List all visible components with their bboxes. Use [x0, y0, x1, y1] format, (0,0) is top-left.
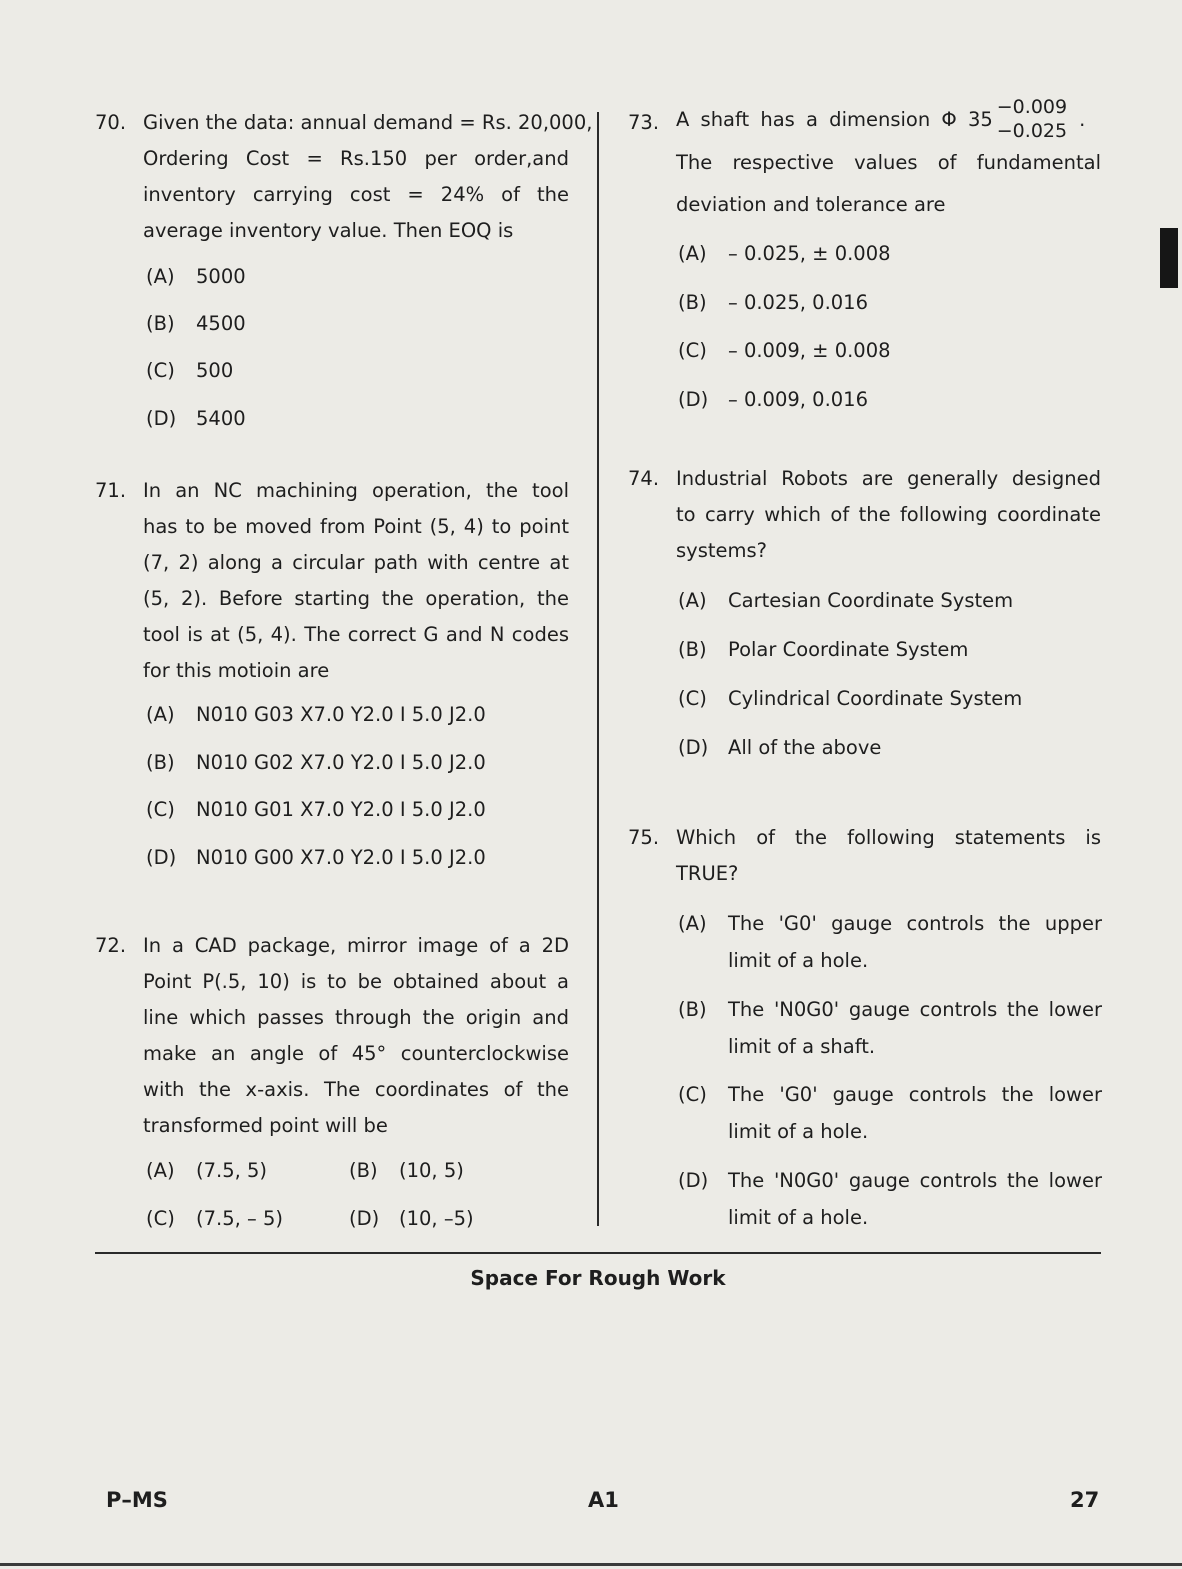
- question-number: 75.: [628, 826, 660, 849]
- option-c: (C) – 0.009, ± 0.008: [678, 339, 891, 362]
- bottom-edge-line: [0, 1563, 1182, 1566]
- separator-rule: [95, 1252, 1101, 1254]
- option-a: (A) 5000: [146, 265, 246, 288]
- option-a: (A) Cartesian Coordinate System: [678, 589, 1014, 612]
- option-c: (C) (7.5, – 5): [146, 1207, 283, 1230]
- option-d: (D) 5400: [146, 407, 246, 430]
- option-b: (B) The 'N0G0' gauge controls the lower limit of a shaft.: [678, 998, 1102, 1058]
- question-first-line: A shaft has a dimension Φ 35 −0.009 −0.025 .: [676, 96, 1086, 142]
- question-stem: Given the data: annual demand = Rs. 20,000, Ordering Cost = Rs.150 per order,and inventory carrying cost = 24% of the average inventory value. Then EOQ is: [143, 111, 593, 242]
- option-d: (D) All of the above: [678, 736, 882, 759]
- question-number: 70.: [95, 111, 127, 134]
- option-b: (B) (10, 5): [349, 1159, 464, 1182]
- question-number: 71.: [95, 479, 127, 502]
- tolerance-fraction: −0.009 −0.025: [996, 96, 1068, 142]
- question-stem: In a CAD package, mirror image of a 2D Point P(.5, 10) is to be obtained about a line which passes through the origin and make an angle of 45° counterclockwise with the x-axis. The coordinates of the transformed point will be: [143, 934, 569, 1137]
- edge-marker: [1160, 228, 1178, 288]
- option-d: (D) – 0.009, 0.016: [678, 388, 868, 411]
- page-number: 27: [1070, 1488, 1100, 1512]
- question-stem: Which of the following statements is TRUE?: [676, 826, 1101, 885]
- option-c: (C) Cylindrical Coordinate System: [678, 687, 1023, 710]
- footer-code: P–MS: [106, 1488, 168, 1512]
- question-number: 74.: [628, 467, 660, 490]
- option-c: (C) N010 G01 X7.0 Y2.0 I 5.0 J2.0: [146, 798, 486, 821]
- question-stem: The respective values of fundamental deviation and tolerance are: [676, 151, 1101, 216]
- question-number: 72.: [95, 934, 127, 957]
- question-stem: Industrial Robots are generally designed to carry which of the following coordinate systems?: [676, 467, 1101, 562]
- rough-work-heading: Space For Rough Work: [470, 1266, 726, 1290]
- option-a: (A) N010 G03 X7.0 Y2.0 I 5.0 J2.0: [146, 703, 486, 726]
- option-c: (C) The 'G0' gauge controls the lower limit of a hole.: [678, 1083, 1102, 1143]
- option-d: (D) N010 G00 X7.0 Y2.0 I 5.0 J2.0: [146, 846, 486, 869]
- option-a: (A) The 'G0' gauge controls the upper limit of a hole.: [678, 912, 1102, 972]
- question-number: 73.: [628, 111, 660, 134]
- column-divider: [597, 112, 599, 1226]
- question-stem: In an NC machining operation, the tool has to be moved from Point (5, 4) to point (7, 2) along a circular path with centre at (5, 2). Before starting the operation, the tool is at (5, 4). The correct G and N codes for this motioin are: [143, 479, 569, 682]
- option-d: (D) The 'N0G0' gauge controls the lower limit of a hole.: [678, 1169, 1102, 1229]
- option-c: (C) 500: [146, 359, 234, 382]
- option-a: (A) – 0.025, ± 0.008: [678, 242, 891, 265]
- option-b: (B) 4500: [146, 312, 246, 335]
- option-b: (B) – 0.025, 0.016: [678, 291, 868, 314]
- option-b: (B) N010 G02 X7.0 Y2.0 I 5.0 J2.0: [146, 751, 486, 774]
- option-d: (D) (10, –5): [349, 1207, 474, 1230]
- option-b: (B) Polar Coordinate System: [678, 638, 969, 661]
- footer-booklet: A1: [588, 1488, 619, 1512]
- option-a: (A) (7.5, 5): [146, 1159, 268, 1182]
